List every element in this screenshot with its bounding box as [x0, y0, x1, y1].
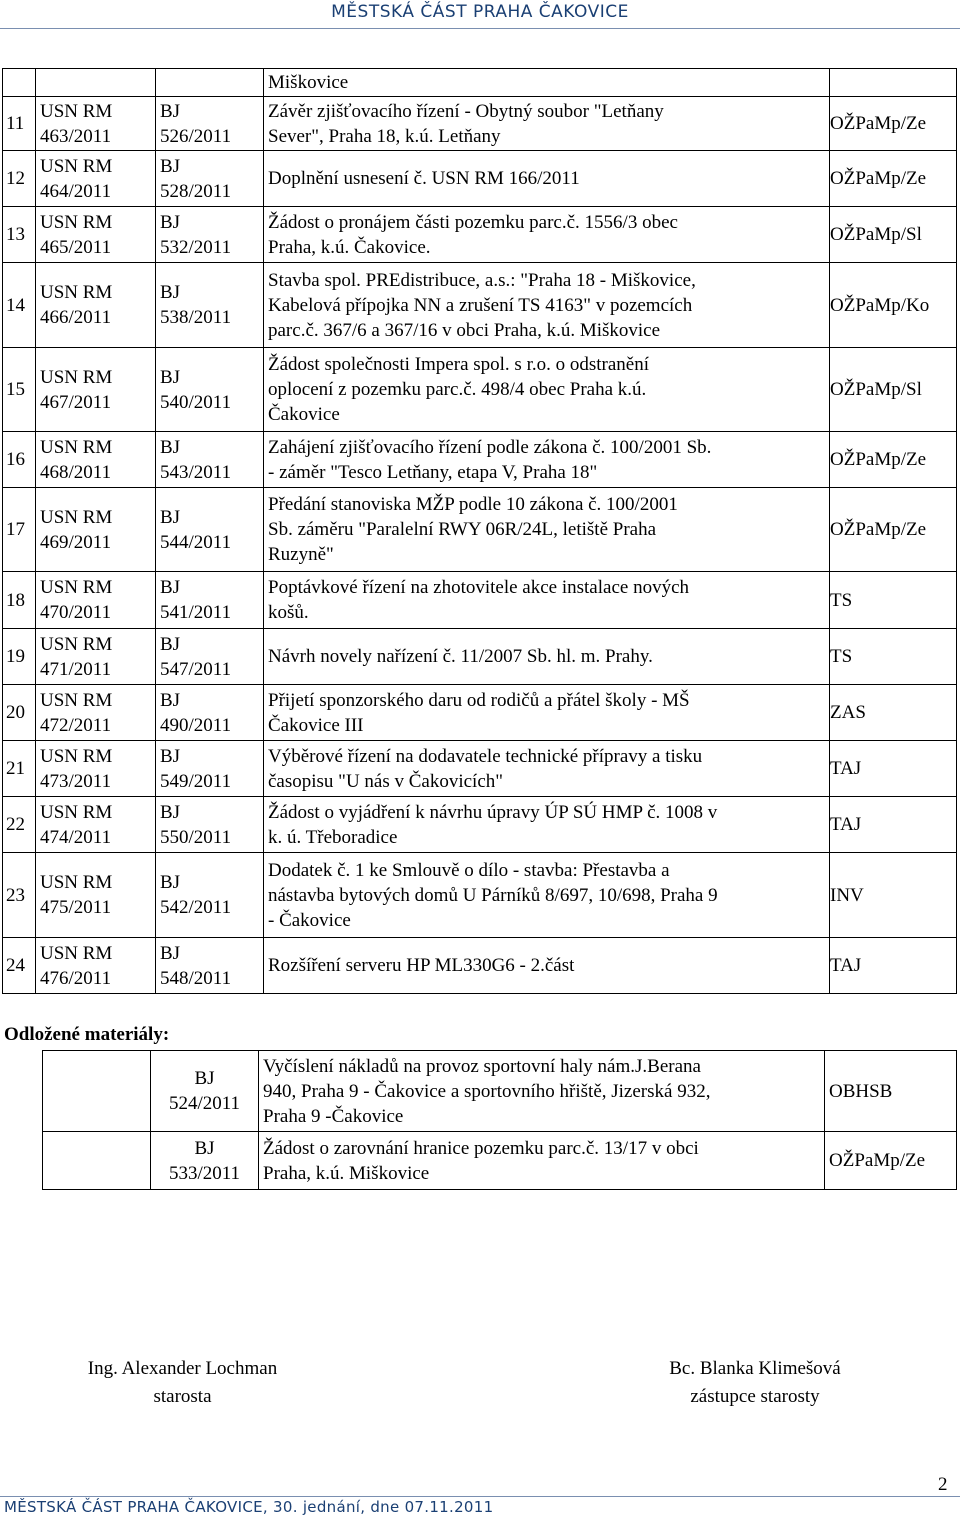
signature-name: Ing. Alexander Lochman [87, 1358, 278, 1379]
subject: Předání stanoviska MŽP podle 10 zákona č. 100/2001 Sb. záměru "Paralelní RWY 06R/24L, letiště Praha Ruzyně" [264, 488, 830, 572]
bj-number: BJ 524/2011 [151, 1051, 259, 1132]
row-number: 21 [3, 741, 36, 797]
resolution-number: USN RM 474/2011 [36, 797, 156, 853]
row-number: 23 [3, 853, 36, 938]
row-number: 24 [3, 938, 36, 994]
table-row [3, 797, 957, 853]
department: OŽPaMp/Ze [830, 432, 957, 488]
subject: Stavba spol. PREdistribuce, a.s.: "Praha 18 - Miškovice, Kabelová přípojka NN a zrušení TS 4163" v pozemcích parc.č. 367/6 a 367/16 v obci Praha, k.ú. Miškovice [264, 263, 830, 348]
subject: Žádost o zarovnání hranice pozemku parc.č. 13/17 v obci Praha, k.ú. Miškovice [259, 1132, 825, 1190]
table-row [3, 207, 957, 263]
row-number: 17 [3, 488, 36, 572]
bj-number: BJ 550/2011 [156, 797, 264, 853]
table-row [3, 151, 957, 207]
deferred-materials-table [42, 1050, 957, 1190]
bj-number: BJ 543/2011 [156, 432, 264, 488]
subject: Závěr zjišťovacího řízení - Obytný soubor "Letňany Sever", Praha 18, k.ú. Letňany [264, 97, 830, 151]
header-rule [0, 28, 960, 29]
page-header: MĚSTSKÁ ČÁST PRAHA ČAKOVICE [331, 2, 629, 22]
table-row [3, 853, 957, 938]
department: ZAS [830, 685, 957, 741]
department: OŽPaMp/Ko [830, 263, 957, 348]
bj-number: BJ 548/2011 [156, 938, 264, 994]
bj-number: BJ 490/2011 [156, 685, 264, 741]
department: TAJ [830, 938, 957, 994]
page-number: 2 [938, 1474, 948, 1495]
bj-number: BJ 540/2011 [156, 348, 264, 432]
bj-number: BJ 533/2011 [151, 1132, 259, 1190]
subject: Žádost o pronájem části pozemku parc.č. 1556/3 obec Praha, k.ú. Čakovice. [264, 207, 830, 263]
bj-number: BJ 544/2011 [156, 488, 264, 572]
department: OŽPaMp/Ze [825, 1132, 957, 1190]
table-row [3, 741, 957, 797]
department: OBHSB [825, 1051, 957, 1132]
row-number: 12 [3, 151, 36, 207]
row-number: 20 [3, 685, 36, 741]
subject: Žádost o vyjádření k návrhu úpravy ÚP SÚ HMP č. 1008 v k. ú. Třeboradice [264, 797, 830, 853]
row-number: 14 [3, 263, 36, 348]
department: OŽPaMp/Sl [830, 207, 957, 263]
row-number: 16 [3, 432, 36, 488]
subject-fragment: Miškovice [264, 69, 830, 97]
department: TS [830, 572, 957, 629]
table-row-fragment [3, 69, 957, 97]
resolution-number: USN RM 476/2011 [36, 938, 156, 994]
resolution-number: USN RM 465/2011 [36, 207, 156, 263]
department: OŽPaMp/Ze [830, 151, 957, 207]
row-number: 22 [3, 797, 36, 853]
resolution-number: USN RM 468/2011 [36, 432, 156, 488]
subject: Žádost společnosti Impera spol. s r.o. o odstranění oplocení z pozemku parc.č. 498/4 obec Praha k.ú. Čakovice [264, 348, 830, 432]
resolutions-table [2, 68, 957, 994]
deferred-row [43, 1051, 957, 1132]
signature-deputy [610, 1355, 900, 1411]
bj-number: BJ 538/2011 [156, 263, 264, 348]
resolution-number: USN RM 470/2011 [36, 572, 156, 629]
department: TAJ [830, 741, 957, 797]
department: OŽPaMp/Ze [830, 488, 957, 572]
bj-number: BJ 526/2011 [156, 97, 264, 151]
resolution-number: USN RM 471/2011 [36, 629, 156, 685]
footer-rule [0, 1496, 960, 1497]
subject: Přijetí sponzorského daru od rodičů a přátel školy - MŠ Čakovice III [264, 685, 830, 741]
department: TS [830, 629, 957, 685]
blank-cell [43, 1132, 151, 1190]
resolution-number: USN RM 475/2011 [36, 853, 156, 938]
signature-role: starosta [153, 1386, 212, 1407]
deferred-materials-title: Odložené materiály: [4, 1024, 170, 1045]
table-row [3, 432, 957, 488]
bj-number: BJ 547/2011 [156, 629, 264, 685]
table-row [3, 572, 957, 629]
row-number: 11 [3, 97, 36, 151]
row-number: 13 [3, 207, 36, 263]
table-row [3, 348, 957, 432]
department: TAJ [830, 797, 957, 853]
bj-number: BJ 528/2011 [156, 151, 264, 207]
department: OŽPaMp/Sl [830, 348, 957, 432]
resolution-number: USN RM 466/2011 [36, 263, 156, 348]
bj-number: BJ 542/2011 [156, 853, 264, 938]
subject: Doplnění usnesení č. USN RM 166/2011 [264, 151, 830, 207]
subject: Zahájení zjišťovacího řízení podle zákona č. 100/2001 Sb. - záměr "Tesco Letňany, etapa V, Praha 18" [264, 432, 830, 488]
subject: Rozšíření serveru HP ML330G6 - 2.část [264, 938, 830, 994]
row-number: 19 [3, 629, 36, 685]
bj-number: BJ 532/2011 [156, 207, 264, 263]
row-number: 15 [3, 348, 36, 432]
subject: Vyčíslení nákladů na provoz sportovní haly nám.J.Berana 940, Praha 9 - Čakovice a sportovního hřiště, Jizerská 932, Praha 9 -Čakovice [259, 1051, 825, 1132]
resolution-number: USN RM 473/2011 [36, 741, 156, 797]
signature-role: zástupce starosty [690, 1386, 820, 1407]
bj-number: BJ 541/2011 [156, 572, 264, 629]
resolution-number: USN RM 467/2011 [36, 348, 156, 432]
subject: Poptávkové řízení na zhotovitele akce instalace nových košů. [264, 572, 830, 629]
table-row [3, 629, 957, 685]
resolution-number: USN RM 463/2011 [36, 97, 156, 151]
subject: Výběrové řízení na dodavatele technické přípravy a tisku časopisu "U nás v Čakovicích" [264, 741, 830, 797]
subject: Návrh novely nařízení č. 11/2007 Sb. hl. m. Prahy. [264, 629, 830, 685]
resolution-number: USN RM 469/2011 [36, 488, 156, 572]
table-row [3, 263, 957, 348]
table-row [3, 685, 957, 741]
subject: Dodatek č. 1 ke Smlouvě o dílo - stavba: Přestavba a nástavba bytových domů U Párníků 8/697, 10/698, Praha 9 - Čakovice [264, 853, 830, 938]
resolution-number: USN RM 472/2011 [36, 685, 156, 741]
bj-number: BJ 549/2011 [156, 741, 264, 797]
page-footer: MĚSTSKÁ ČÁST PRAHA ČAKOVICE, 30. jednání, dne 07.11.2011 [4, 1498, 494, 1516]
department: OŽPaMp/Ze [830, 97, 957, 151]
row-number: 18 [3, 572, 36, 629]
deferred-row [43, 1132, 957, 1190]
department: INV [830, 853, 957, 938]
signature-mayor [60, 1355, 305, 1411]
resolution-number: USN RM 464/2011 [36, 151, 156, 207]
blank-cell [43, 1051, 151, 1132]
signature-name: Bc. Blanka Klimešová [669, 1358, 841, 1379]
table-row [3, 938, 957, 994]
table-row [3, 488, 957, 572]
table-row [3, 97, 957, 151]
